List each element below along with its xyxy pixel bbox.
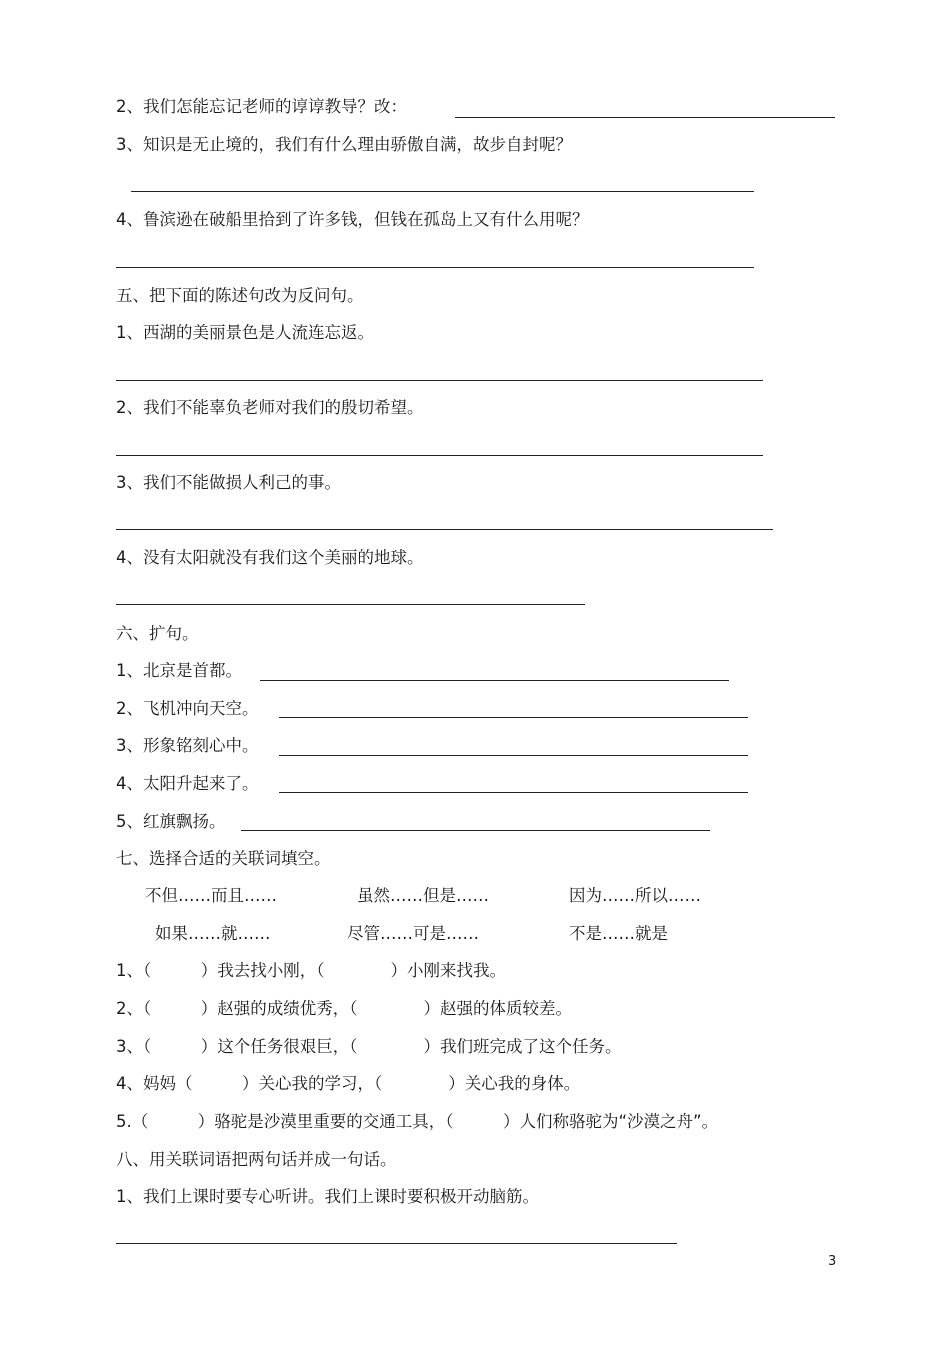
section-7-heading: 七、选择合适的关联词填空。 — [116, 849, 331, 868]
section-5-heading: 五、把下面的陈述句改为反问句。 — [116, 286, 364, 305]
conjunction-option: 不但……而且…… — [145, 886, 277, 905]
section-5-item-3: 3、我们不能做损人利己的事。 — [116, 473, 341, 492]
conjunction-option: 不是……就是 — [569, 924, 668, 943]
section-5-item-4: 4、没有太阳就没有我们这个美丽的地球。 — [116, 548, 424, 567]
answer-line — [279, 755, 748, 756]
question-2-text: 2、我们怎能忘记老师的谆谆教导？改： — [116, 97, 407, 116]
section-8-item-1: 1、我们上课时要专心听讲。我们上课时要积极开动脑筋。 — [116, 1187, 539, 1206]
answer-line — [116, 455, 763, 456]
answer-line — [116, 1243, 677, 1244]
section-6-item-4: 4、太阳升起来了。 — [116, 774, 259, 793]
answer-line — [241, 830, 710, 831]
section-8-heading: 八、用关联词语把两句话并成一句话。 — [116, 1150, 397, 1169]
conjunction-option: 虽然……但是…… — [357, 886, 489, 905]
section-6-heading: 六、扩句。 — [116, 624, 199, 643]
section-7-item-4: 4、妈妈（ ）关心我的学习，（ ）关心我的身体。 — [116, 1074, 581, 1093]
answer-line — [279, 717, 748, 718]
answer-line — [131, 191, 754, 192]
section-7-item-2: 2、（ ）赵强的成绩优秀，（ ）赵强的体质较差。 — [116, 999, 572, 1018]
section-5-item-1: 1、西湖的美丽景色是人流连忘返。 — [116, 323, 374, 342]
section-5-item-2: 2、我们不能辜负老师对我们的殷切希望。 — [116, 398, 424, 417]
answer-line — [455, 117, 835, 118]
question-3-text: 3、知识是无止境的，我们有什么理由骄傲自满，故步自封呢？ — [116, 135, 572, 154]
conjunction-option: 如果……就…… — [155, 924, 271, 943]
page-number: 3 — [828, 1254, 837, 1269]
conjunction-option: 因为……所以…… — [569, 886, 701, 905]
answer-line — [116, 267, 754, 268]
question-4-text: 4、鲁滨逊在破船里拾到了许多钱，但钱在孤岛上又有什么用呢？ — [116, 210, 589, 229]
answer-line — [116, 529, 773, 530]
section-6-item-3: 3、形象铭刻心中。 — [116, 736, 259, 755]
answer-line — [116, 604, 585, 605]
section-6-item-1: 1、北京是首都。 — [116, 661, 242, 680]
section-6-item-5: 5、红旗飘扬。 — [116, 812, 226, 831]
section-7-item-3: 3、（ ）这个任务很艰巨，（ ）我们班完成了这个任务。 — [116, 1037, 622, 1056]
conjunction-option: 尽管……可是…… — [347, 924, 479, 943]
answer-line — [260, 680, 729, 681]
section-7-item-5: 5.（ ）骆驼是沙漠里重要的交通工具，（ ）人们称骆驼为“沙漠之舟”。 — [116, 1112, 719, 1131]
answer-line — [279, 792, 748, 793]
section-7-item-1: 1、（ ）我去找小刚，（ ）小刚来找我。 — [116, 961, 506, 980]
section-6-item-2: 2、飞机冲向天空。 — [116, 699, 259, 718]
answer-line — [116, 380, 763, 381]
